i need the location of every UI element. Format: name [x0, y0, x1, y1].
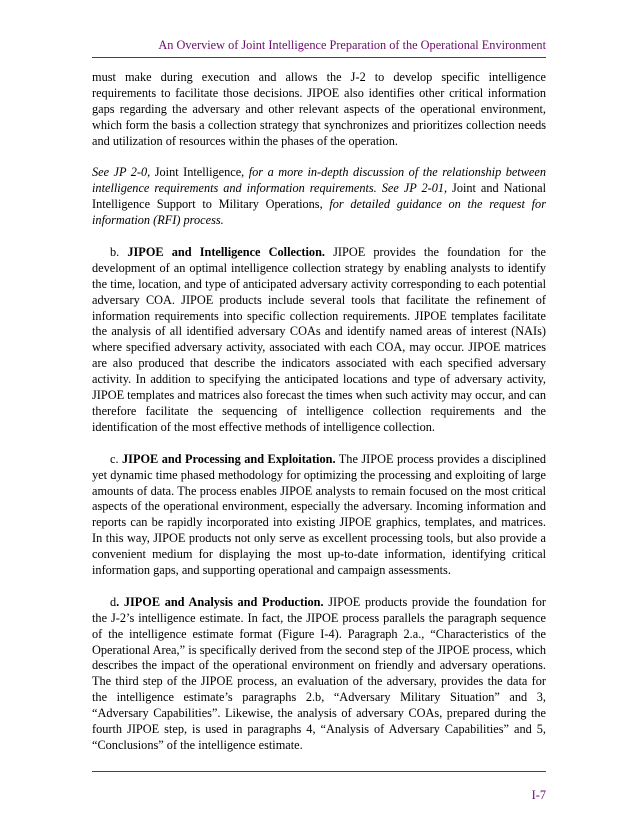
paragraph-c	[92, 452, 546, 579]
page-number: I-7	[531, 788, 546, 802]
note-ref-1: See JP 2-0,	[92, 165, 151, 180]
paragraph-d-label: d	[110, 594, 117, 609]
running-header: An Overview of Joint Intelligence Preparation of the Operational Environment	[158, 38, 546, 52]
header-rule	[92, 57, 546, 58]
note-title-1: Joint Intelligence,	[150, 165, 245, 180]
paragraph-b-heading: JIPOE and Intelligence Collection.	[127, 244, 325, 259]
paragraph-b-text: JIPOE provides the foundation for the development of an optimal intelligence collection strategy by enabling analysts to identify the time, location, and type of anticipated adversary activity corresponding to each potential adversary COA. JIPOE products include several tools that facilitate the refinement of information requirements into specific collection requirements. JIPOE templates facilitate the analysis of all identified adversary COAs and identify named areas of interest (NAIs) where specified adversary activity, associated with each COA, may occur. JIPOE matrices are also produced that describe the indicators associated with each specified adversary activity. In addition to specifying the anticipated locations and type of adversary activity, JIPOE templates and matrices also forecast the times when such activity may occur, and can therefore facilitate the sequencing of intelligence collection requirements and the identification of the most effective methods of intelligence collection.	[92, 244, 546, 434]
paragraph-d-heading: . JIPOE and Analysis and Production.	[116, 594, 324, 609]
document-body	[92, 70, 546, 770]
paragraph-b-label: b.	[110, 244, 128, 259]
paragraph-continuation: must make during execution and allows the J-2 to develop specific intelligence requirements to facilitate those decisions. JIPOE also identifies other critical information gaps regarding the adversary and other relevant aspects of the operational environment, which form the basis a collection strategy that synchronizes and prioritizes collection needs and utilization of resources within the phases of the operation.	[92, 70, 546, 148]
paragraph-d	[92, 595, 546, 754]
paragraph-b	[92, 245, 546, 436]
paragraph-c-heading: JIPOE and Processing and Exploitation.	[122, 451, 336, 466]
reference-note	[92, 165, 546, 229]
paragraph-c-label: c.	[110, 451, 123, 466]
note-text-2: for detailed guidance on the request for information (RFI) process.	[92, 197, 546, 228]
note-title-2: Joint and National Intelligence Support to Military Operations,	[92, 181, 546, 212]
note-text-1: for a more in-depth discussion of the relationship between intelligence requirements and information requirements. See JP 2-01,	[92, 165, 546, 196]
paragraph-c-text: The JIPOE process provides a disciplined yet dynamic time phased methodology for optimizing the processing and exploiting of large amounts of data. The process enables JIPOE analysts to remain focused on the most critical aspects of the operational environment, especially the adversary. Incoming information and reports can be rapidly incorporated into existing JIPOE graphics, templates, and matrices. In this way, JIPOE products not only serve as excellent processing tools, but also provide a convenient medium for displaying the most up-to-date information, identifying critical information gaps, and supporting operational and campaign assessments.	[92, 451, 546, 578]
paragraph-d-text: JIPOE products provide the foundation for the J-2’s intelligence estimate. In fact, the JIPOE process parallels the paragraph sequence of the intelligence estimate format (Figure I-4). Paragraph 2.a., “Characteristics of the Operational Area,” is specifically derived from the second step of the JIPOE process, which describes the impact of the operational environment on friendly and adversary operations. The third step of the JIPOE process, an evaluation of the adversary, provides the data for the intelligence estimate’s paragraphs 2.b, “Adversary Military Situation” and 3, “Adversary Capabilities”. Likewise, the analysis of adversary COAs, prepared during the fourth JIPOE step, is used in paragraphs 4, “Analysis of Adversary Capabilities” and 5, “Conclusions” of the intelligence estimate.	[92, 594, 546, 752]
footer-rule	[92, 771, 546, 772]
